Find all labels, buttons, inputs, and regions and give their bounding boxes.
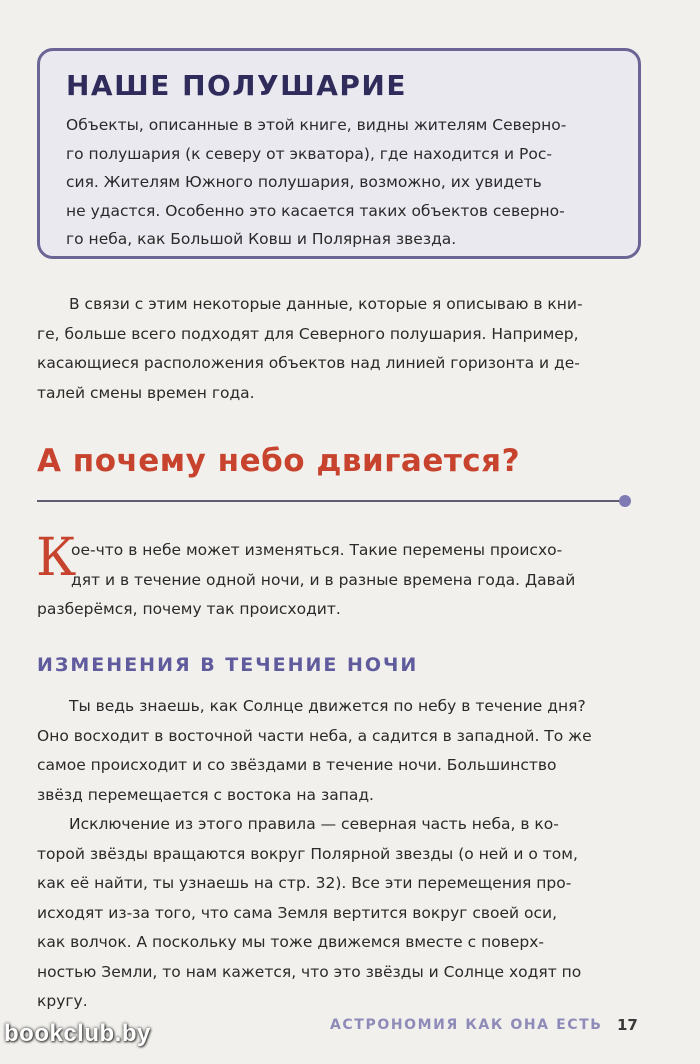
text-line: самое происходит и со звёздами в течение ночи. Большинство [37, 756, 557, 774]
text-line: звёзд перемещается с востока на запад. [37, 785, 374, 804]
text-line: Ты ведь знаешь, как Солнце движется по небу в течение дня? [69, 697, 586, 715]
text-line: Исключение из этого правила — северная часть неба, в ко- [69, 815, 559, 833]
text-line: дят и в течение одной ночи, и в разные времена года. Давай [71, 570, 576, 589]
text-line: В связи с этим некоторые данные, которые я описываю в кни- [69, 295, 583, 313]
intro-paragraph [37, 290, 637, 408]
text-line: разберёмся, почему так происходит. [37, 600, 341, 618]
callout-line: го неба, как Большой Ковш и Полярная звезда. [66, 230, 457, 248]
callout-line: Объекты, описанные в этой книге, видны жителям Северно- [66, 116, 567, 134]
text-line: ностью Земли, то нам кажется, что это звёзды и Солнце ходят по [37, 962, 582, 981]
section-paragraph [37, 536, 637, 625]
text-line: исходят из-за того, что сама Земля вертится вокруг своей оси, [37, 903, 558, 922]
drop-cap: К [36, 528, 77, 588]
page-number: 17 [617, 1016, 638, 1034]
watermark-text: bookclub.by [4, 1020, 151, 1047]
divider-dot [619, 495, 631, 507]
text-line: как волчок. А поскольку мы тоже движемся вместе с поверх- [37, 933, 544, 951]
section-heading: А почему небо двигается? [37, 443, 521, 479]
text-line: талей смены времен года. [37, 383, 255, 402]
subsection-paragraph-2 [37, 810, 637, 1017]
callout-body [66, 111, 616, 254]
text-line: как её найти, ты узнаешь на стр. 32). Все эти перемещения про- [37, 874, 572, 892]
callout-line: го полушария (к северу от экватора), где находится и Рос- [66, 144, 552, 163]
running-title: АСТРОНОМИЯ КАК ОНА ЕСТЬ [330, 1017, 603, 1033]
text-line: ое-что в небе может изменяться. Такие перемены происхо- [71, 541, 563, 559]
text-line: касающиеся расположения объектов над линией горизонта и де- [37, 354, 580, 372]
text-line: кругу. [37, 992, 88, 1010]
subsection-paragraph-1 [37, 692, 637, 810]
subsection-heading: ИЗМЕНЕНИЯ В ТЕЧЕНИЕ НОЧИ [37, 654, 419, 676]
text-line: Оно восходит в восточной части неба, а садится в западной. То же [37, 726, 592, 745]
callout-title: НАШЕ ПОЛУШАРИЕ [66, 69, 407, 102]
text-line: ге, больше всего подходят для Северного полушария. Например, [37, 324, 579, 343]
callout-box [37, 48, 641, 259]
callout-line: не удастся. Особенно это касается таких объектов северно- [66, 201, 565, 220]
section-divider [37, 500, 625, 502]
text-line: торой звёзды вращаются вокруг Полярной звезды (о ней и о том, [37, 844, 578, 863]
callout-line: сия. Жителям Южного полушария, возможно, их увидеть [66, 173, 542, 191]
